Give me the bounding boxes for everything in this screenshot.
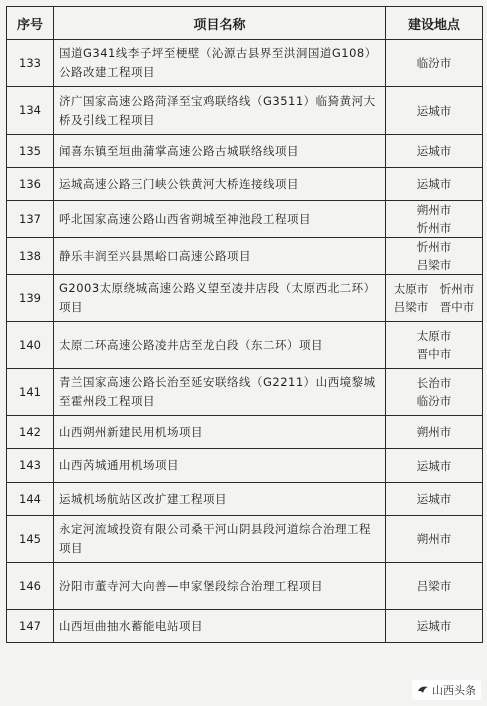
- row-project-name: 呼北国家高速公路山西省朔城至神池段工程项目: [54, 201, 386, 238]
- row-number: 147: [7, 610, 54, 643]
- row-location: [386, 322, 483, 369]
- location-line: 朔州市: [416, 532, 452, 546]
- row-location: [386, 238, 483, 275]
- row-project-name: 山西垣曲抽水蓄能电站项目: [54, 610, 386, 643]
- row-number: 137: [7, 201, 54, 238]
- watermark: [412, 680, 481, 700]
- location-line: 朔州市: [416, 203, 452, 217]
- table-row: [7, 238, 483, 275]
- row-location: [386, 483, 483, 516]
- table-header-row: [7, 7, 483, 40]
- row-location: [386, 135, 483, 168]
- location-line: 运城市: [416, 619, 452, 633]
- location-line: 运城市: [416, 103, 452, 118]
- watermark-text: 山西头条: [432, 684, 476, 697]
- row-project-name: 太原二环高速公路凌井店至龙白段（东二环）项目: [54, 322, 386, 369]
- row-project-name: 山西朔州新建民用机场项目: [54, 416, 386, 449]
- location-line: 吕梁市 晋中市: [393, 300, 475, 314]
- table-row: [7, 516, 483, 563]
- row-location: [386, 610, 483, 643]
- location-line: 长治市: [416, 376, 452, 390]
- row-number: 134: [7, 87, 54, 135]
- table-row: [7, 275, 483, 322]
- row-project-name: 山西芮城通用机场项目: [54, 449, 386, 483]
- table-row: [7, 87, 483, 135]
- location-line: 临汾市: [416, 56, 452, 70]
- location-line: 忻州市: [416, 240, 452, 254]
- row-project-name: 青兰国家高速公路长治至延安联络线（G2211）山西境黎城至霍州段工程项目: [54, 369, 386, 416]
- row-number: 136: [7, 168, 54, 201]
- row-location: [386, 87, 483, 135]
- table-row: [7, 563, 483, 610]
- row-location: [386, 563, 483, 610]
- table-row: [7, 168, 483, 201]
- table-row: [7, 135, 483, 168]
- bird-logo-icon: [417, 685, 429, 695]
- row-project-name: 运城机场航站区改扩建工程项目: [54, 483, 386, 516]
- location-line: 运城市: [416, 177, 452, 191]
- header-location: 建设地点: [386, 7, 483, 40]
- location-line: 吕梁市: [416, 258, 452, 272]
- header-number: 序号: [7, 7, 54, 40]
- project-table: [6, 6, 483, 643]
- row-project-name: 永定河流域投资有限公司桑干河山阴县段河道综合治理工程项目: [54, 516, 386, 563]
- row-location: [386, 201, 483, 238]
- location-line: 运城市: [416, 458, 452, 473]
- location-line: 太原市 忻州市: [393, 282, 475, 296]
- row-location: [386, 449, 483, 483]
- row-number: 142: [7, 416, 54, 449]
- row-number: 140: [7, 322, 54, 369]
- row-project-name: 运城高速公路三门峡公铁黄河大桥连接线项目: [54, 168, 386, 201]
- location-line: 临汾市: [416, 394, 452, 408]
- row-number: 133: [7, 40, 54, 87]
- location-line: 太原市: [416, 329, 452, 343]
- row-number: 138: [7, 238, 54, 275]
- location-line: 运城市: [416, 492, 452, 506]
- row-number: 145: [7, 516, 54, 563]
- location-line: 晋中市: [416, 347, 452, 361]
- location-line: 运城市: [416, 144, 452, 158]
- row-number: 144: [7, 483, 54, 516]
- row-project-name: 济广国家高速公路菏泽至宝鸡联络线（G3511）临猗黄河大桥及引线工程项目: [54, 87, 386, 135]
- row-project-name: G2003太原绕城高速公路义望至凌井店段（太原西北二环）项目: [54, 275, 386, 322]
- row-project-name: 国道G341线李子坪至梗壁（沁源古县界至洪洞国道G108）公路改建工程项目: [54, 40, 386, 87]
- table-row: [7, 449, 483, 483]
- row-number: 135: [7, 135, 54, 168]
- row-number: 146: [7, 563, 54, 610]
- header-project-name: 项目名称: [54, 7, 386, 40]
- table-row: [7, 483, 483, 516]
- row-number: 143: [7, 449, 54, 483]
- location-line: 朔州市: [416, 425, 452, 439]
- row-number: 141: [7, 369, 54, 416]
- row-location: [386, 40, 483, 87]
- row-number: 139: [7, 275, 54, 322]
- row-location: [386, 516, 483, 563]
- row-project-name: 汾阳市董寺河大向善—申家堡段综合治理工程项目: [54, 563, 386, 610]
- table-row: [7, 369, 483, 416]
- row-location: [386, 416, 483, 449]
- row-location: [386, 275, 483, 322]
- table-row: [7, 40, 483, 87]
- table-row: [7, 610, 483, 643]
- table-row: [7, 322, 483, 369]
- location-line: 忻州市: [416, 221, 452, 235]
- location-line: 吕梁市: [416, 579, 452, 593]
- row-location: [386, 369, 483, 416]
- row-location: [386, 168, 483, 201]
- table-row: [7, 201, 483, 238]
- row-project-name: 闻喜东镇至垣曲蒲掌高速公路古城联络线项目: [54, 135, 386, 168]
- table-row: [7, 416, 483, 449]
- document-sheet: [6, 6, 482, 643]
- row-project-name: 静乐丰润至兴县黑峪口高速公路项目: [54, 238, 386, 275]
